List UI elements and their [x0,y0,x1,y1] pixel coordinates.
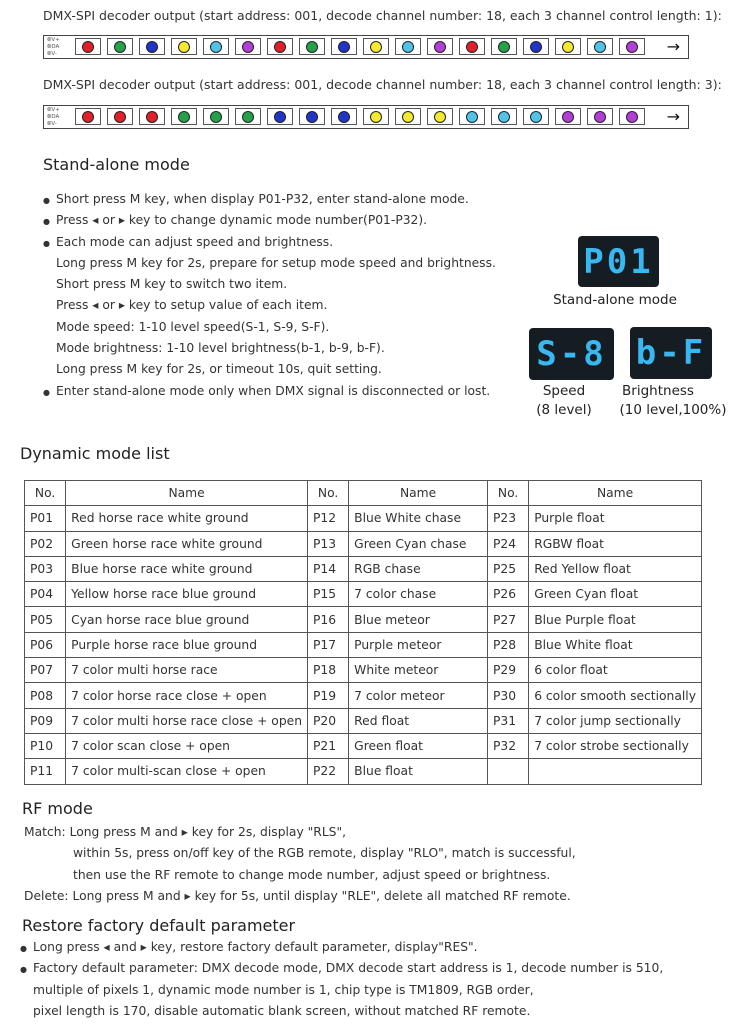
list-item: ● Short press M key, when display P01-P32, enter stand-alone mode. [56,189,496,210]
led-dot [210,41,222,53]
led-dot [402,111,414,123]
mode-name: 7 color multi-scan close + open [66,759,308,784]
list-item: ● Factory default parameter: DMX decode mode, DMX decode start address is 1, decode number is 510, [33,958,663,979]
mode-number: P21 [308,733,349,758]
led-cell [523,38,549,55]
strip-1-caption: DMX-SPI decoder output (start address: 001, decode channel number: 18, each 3 channel control length: 1): [43,8,722,23]
lcd-mode-display: P01 [578,236,659,287]
rf-instructions [24,822,576,907]
led-dot [242,111,254,123]
led-dot [626,41,638,53]
led-dot [242,41,254,53]
led-dot [594,111,606,123]
led-cell [459,38,485,55]
mode-name: 7 color multi horse race close + open [66,708,308,733]
led-cell [299,38,325,55]
rf-mode-title: RF mode [22,799,93,818]
mode-number: P26 [488,582,529,607]
led-cell [395,108,421,125]
led-cell [555,38,581,55]
led-cell [75,108,101,125]
mode-name: 6 color smooth sectionally [529,683,702,708]
mode-number: P01 [25,506,66,531]
mode-number: P13 [308,531,349,556]
led-cell [267,108,293,125]
led-cell [235,108,261,125]
mode-number: P03 [25,556,66,581]
table-row [25,531,702,556]
led-cell [587,108,613,125]
list-item: ● Enter stand-alone mode only when DMX signal is disconnected or lost. [56,381,496,402]
led-dot [498,41,510,53]
list-item: Long press M key for 2s, prepare for setup mode speed and brightness. [56,255,496,270]
led-cell [555,108,581,125]
led-cell [395,38,421,55]
table-row [25,506,702,531]
mode-number: P09 [25,708,66,733]
led-cell [171,108,197,125]
led-cell [491,38,517,55]
led-dot [274,111,286,123]
mode-name: 7 color strobe sectionally [529,733,702,758]
led-dot [370,41,382,53]
mode-number: P11 [25,759,66,784]
list-item: Short press M key to switch two item. [56,277,288,292]
rf-delete-line: Delete: Long press M and ▸ key for 5s, until display "RLE", delete all matched RF remote. [24,888,571,903]
mode-number: P16 [308,607,349,632]
led-dot [498,111,510,123]
lcd-mode-caption: Stand-alone mode [553,292,677,308]
mode-number: P05 [25,607,66,632]
table-row [25,759,702,784]
mode-name: Purple float [529,506,702,531]
mode-number: P02 [25,531,66,556]
led-dot [146,41,158,53]
mode-name: Blue float [349,759,488,784]
arrow-right-icon: → [666,37,680,56]
mode-name: RGB chase [349,556,488,581]
mode-name: Blue White float [529,632,702,657]
mode-name: Blue horse race white ground [66,556,308,581]
mode-name: White meteor [349,658,488,683]
dynamic-mode-table [24,480,702,785]
led-dot [274,41,286,53]
led-dot [146,111,158,123]
table-row [25,607,702,632]
list-item: Long press M key for 2s, or timeout 10s, quit setting. [56,362,382,377]
list-item: Mode speed: 1-10 level speed(S-1, S-9, S-F). [56,319,330,334]
mode-number: P19 [308,683,349,708]
mode-name: Cyan horse race blue ground [66,607,308,632]
led-dot [114,41,126,53]
list-item: ● Press ◂ or ▸ key to change dynamic mode number(P01-P32). [56,210,496,231]
led-cell [203,38,229,55]
mode-name [529,759,702,784]
led-dot [562,41,574,53]
led-dot [530,111,542,123]
mode-name: RGBW float [529,531,702,556]
list-item: Press ◂ or ▸ key to setup value of each item. [56,298,328,313]
mode-name: 7 color chase [349,582,488,607]
mode-name: 7 color jump sectionally [529,708,702,733]
table-row [25,556,702,581]
led-cell [619,108,645,125]
led-dot [210,111,222,123]
mode-number: P04 [25,582,66,607]
strip-2-caption: DMX-SPI decoder output (start address: 001, decode channel number: 18, each 3 channel control length: 3): [43,77,722,92]
brightness-subcaption: (10 level,100%) [619,402,727,418]
led-dot [466,41,478,53]
led-cell [75,38,101,55]
led-dot [82,41,94,53]
strip-1-cells [75,38,645,55]
mode-name: 7 color multi horse race [66,658,308,683]
mode-number: P15 [308,582,349,607]
led-dot [434,41,446,53]
dynamic-mode-title: Dynamic mode list [20,444,170,463]
speed-subcaption: (8 level) [536,402,592,418]
mode-number: P12 [308,506,349,531]
mode-name: Blue Purple float [529,607,702,632]
mode-name: 7 color meteor [349,683,488,708]
mode-number: P06 [25,632,66,657]
led-cell [363,38,389,55]
table-row [25,582,702,607]
led-dot [626,111,638,123]
led-cell [139,38,165,55]
rf-match-line: Match: Long press M and ▸ key for 2s, display "RLS", [24,825,347,839]
led-dot [306,41,318,53]
mode-number: P28 [488,632,529,657]
mode-number: P25 [488,556,529,581]
led-dot [402,41,414,53]
mode-number: P23 [488,506,529,531]
led-dot [370,111,382,123]
led-dot [594,41,606,53]
column-header-no: No. [308,481,349,506]
column-header-no: No. [488,481,529,506]
mode-name: Purple meteor [349,632,488,657]
led-cell [427,108,453,125]
led-cell [491,108,517,125]
column-header-name: Name [66,481,308,506]
led-cell [267,38,293,55]
led-dot [306,111,318,123]
led-cell [203,108,229,125]
led-cell [523,108,549,125]
mode-number: P22 [308,759,349,784]
mode-name: Yellow horse race blue ground [66,582,308,607]
led-cell [139,108,165,125]
led-cell [427,38,453,55]
list-item: pixel length is 170, disable automatic blank screen, without matched RF remote. [33,1003,531,1018]
mode-number: P10 [25,733,66,758]
strip-pins: ⦾V+ ⦾DA ⦾V- [47,37,60,57]
lcd-speed-display: S-8 [529,328,614,380]
led-dot [466,111,478,123]
brightness-caption: Brightness [622,383,694,399]
rf-match-line: within 5s, press on/off key of the RGB remote, display "RLO", match is successful, [73,846,576,861]
led-dot [114,111,126,123]
mode-name: 6 color float [529,658,702,683]
led-cell [107,108,133,125]
mode-name: Green Cyan chase [349,531,488,556]
mode-name: 7 color scan close + open [66,733,308,758]
table-row [25,683,702,708]
table-row [25,658,702,683]
mode-number: P29 [488,658,529,683]
mode-number: P27 [488,607,529,632]
mode-number [488,759,529,784]
table-header-row [25,481,702,506]
table-row [25,632,702,657]
led-cell [587,38,613,55]
led-dot [562,111,574,123]
mode-name: Green float [349,733,488,758]
led-dot [178,41,190,53]
led-cell [619,38,645,55]
led-cell [299,108,325,125]
led-dot [338,111,350,123]
led-dot [338,41,350,53]
table-row [25,733,702,758]
standalone-instructions [56,189,496,402]
column-header-name: Name [529,481,702,506]
mode-name: Red float [349,708,488,733]
led-cell [459,108,485,125]
mode-number: P24 [488,531,529,556]
led-cell [331,108,357,125]
led-cell [363,108,389,125]
rf-match-line: then use the RF remote to change mode number, adjust speed or brightness. [73,867,551,882]
list-item: Mode brightness: 1-10 level brightness(b-1, b-9, b-F). [56,341,385,356]
led-cell [107,38,133,55]
restore-title: Restore factory default parameter [22,916,296,935]
led-cell [331,38,357,55]
led-dot [82,111,94,123]
mode-name: Green Cyan float [529,582,702,607]
mode-number: P32 [488,733,529,758]
strip-pins: ⦾V+ ⦾DA ⦾V- [47,107,60,127]
lcd-brightness-display: b-F [630,327,712,379]
mode-number: P08 [25,683,66,708]
mode-name: Purple horse race blue ground [66,632,308,657]
led-dot [530,41,542,53]
standalone-title: Stand-alone mode [43,155,190,174]
mode-number: P17 [308,632,349,657]
mode-number: P30 [488,683,529,708]
mode-number: P18 [308,658,349,683]
column-header-no: No. [25,481,66,506]
led-cell [235,38,261,55]
list-item: ● Long press ◂ and ▸ key, restore factory default parameter, display"RES". [33,937,663,958]
mode-number: P20 [308,708,349,733]
column-header-name: Name [349,481,488,506]
restore-instructions [33,937,663,1022]
mode-number: P14 [308,556,349,581]
mode-number: P07 [25,658,66,683]
speed-caption: Speed [542,383,586,399]
mode-name: 7 color horse race close + open [66,683,308,708]
led-dot [178,111,190,123]
mode-name: Blue White chase [349,506,488,531]
mode-name: Red Yellow float [529,556,702,581]
mode-number: P31 [488,708,529,733]
mode-name: Red horse race white ground [66,506,308,531]
led-strip-1 [43,35,689,59]
mode-name: Blue meteor [349,607,488,632]
mode-name: Green horse race white ground [66,531,308,556]
led-dot [434,111,446,123]
list-item: ● Each mode can adjust speed and brightness. [56,232,496,253]
list-item: multiple of pixels 1, dynamic mode number is 1, chip type is TM1809, RGB order, [33,982,534,997]
arrow-right-icon: → [666,107,680,126]
led-cell [171,38,197,55]
led-strip-2 [43,105,689,129]
strip-2-cells [75,108,645,125]
table-row [25,708,702,733]
